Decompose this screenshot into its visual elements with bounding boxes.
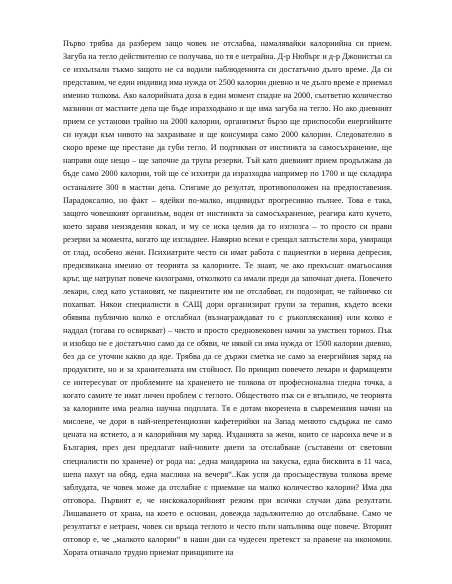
body-text-block: [63, 37, 392, 559]
body-paragraph: Първо трябва да разберем защо човек не отслабва, намалявайки калориийна си прием. Загуба на теглo действително се получава, но тя е нетрайна. Д-р Нюбърг и д-р Джонистън са се изхълзали тъкмо защото не са водили наблюденията си достатъчно дълго време. Да си представим, че един индивид има нужда от 2500 калории дневно и че дълго време е приемал именно толкова. Ако калорийната доза в един момент спадне на 2000, съответно количество мазнини от мастните депа ще бъде изразходвано и ще има загуба на тегло. Но ако дневният прием се установи трайно на 2000 калории, организмът бързо ще приспособи енергийните си нужди към нивото на захранване и ще консумира само 2000 калории. Следователно в скоро време ще престане да губи тегло. И подтикван от инстинкта за самосъхранение, ще направи още нещо – ще започне да трупа резерви. Тъй като дневният прием продължава да бъде само 2000 калории, той ще се изхитри да изразходва например по 1700 и ще складира останалите 300 в мастни депа. Стигаме до резултат, противоположен на предпоставения. Парадоксално, но факт – ядейки по-малко, индивидът прогресивно пълнее. Това е така, защото човешкият организъм, воден от инстинкта за самосъхранение, реагира като кучето, което заравя неизядения кокал, и му се иска целия да го изглозга – то просто си прави резерви за момента, когато ще изгладнее. Навярно всеки е срещал затлъстели хора, умиращи от глад, особено жени. Психиатрите често си имат работа с пациентки в нервна депресия, предизвикана именно от теорията за калориите. Те знаят, че ако прекъснат омагьосания кръг, ще натрупат повече килограми, отколкото са имали преди да започнат диета. Повечето лекари, след като установят, че пациентите им не отслабват, ги подозират, че тайничко си похапват. Някои специалисти в САЩ дори организират групи за терапия, където всеки обявява публично колко е отслабнал (възнаграждават го с ръкопляскания) или колко е наддал (тогава го освиркват) – чисто и просто средновековен начин за умствен тормоз. Пък и изобщо не е достатъчно само да се обяви, че някой си има нужда от 1500 калории дневно, без да се уточни какво да яде. Трябва да се държи сметка не само за енергийния заряд на продуктите, но и за хранителната им стойност. По принцип повечето лекари и фармацевти се интересуват от проблемите на храненето не толкова от професионална гледна точка, а когато самите те имат личен проблем с теглото. Обществото пък си е втълпило, че теорията за калориите има реална научна подплата. Тя е дотам вкоренена в съвременния начин на мислене, че дори в най-непретенциозни кафетерийки на Запад менюто съдържа не само цената на ястието, а и калорийния му заряд. Изданията за жени, които се нароиха вече и в България, през ден предлагат най-новите диети за отслабване (съставени от световни специалисти по хранене) от рода на: „една мандарина на закуска, една бисквита в 11 часа, шепа нахут на обяд, една маслина на вечеря“..Как успя да просъществува толкова време заблудата, че човек може да отслабне с приемане на малко количество калории? Има два отговора. Първият е, че нискокалорийният режим при всички случаи дава резултати. Лишаването от храна, на което е основан, довежда задължително до отслабване. Само че резултатът е нетраен, човек си връща теглото и често пъти напълнява още повече. Вторият отговор е, че „малкото калории“ в наши дни са чудесен претекст за правене на икономии. Хората отначало трудно приемат принципите на: [63, 39, 392, 557]
